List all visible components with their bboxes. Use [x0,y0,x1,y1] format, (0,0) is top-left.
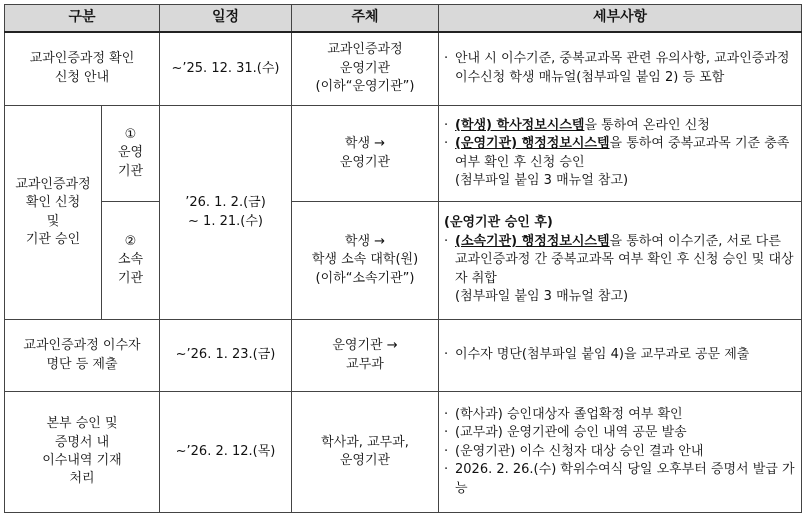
detail-item: · (학사과) 승인대상자 졸업확정 여부 확인 [444,406,683,422]
schedule-cell: ~’25. 12. 31.(수) [160,32,292,106]
detail-item: · 2026. 2. 26.(수) 학위수여식 당일 오후부터 증명서 발급 가능 [444,462,795,496]
step-cell: ① 운영 기관 [102,106,160,202]
detail-item: · 이수자 명단(첨부파일 붙임 4)을 교무과로 공문 제출 [444,347,750,363]
schedule-cell: ~’26. 2. 12.(목) [160,392,292,513]
category-cell: 교과인증과정 확인 신청 및 기관 승인 [5,106,102,320]
schedule-cell: ’26. 1. 2.(금) ~ 1. 21.(수) [160,106,292,320]
details-cell [439,32,802,106]
subject-cell: 학생 → 운영기관 [292,106,439,202]
table-row [5,106,802,202]
schedule-cell: ~’26. 1. 23.(금) [160,320,292,392]
table-row [5,320,802,392]
detail-item: · 안내 시 이수기준, 중복교과목 관련 유의사항, 교과인증과정 이수신청 학생 매뉴얼(첨부파일 붙임 2) 등 포함 [444,51,790,85]
subject-cell: 교과인증과정 운영기관 (이하“운영기관”) [292,32,439,106]
detail-heading: (운영기관 승인 후) [444,215,553,231]
details-cell [439,202,802,320]
detail-item: · (운영기관) 이수 신청자 대상 승인 결과 안내 [444,443,704,459]
detail-item: · (운영기관) 행정정보시스템을 통하여 중복교과목 기준 충족 여부 확인 후 신청 승인 [444,136,790,170]
category-cell: 교과인증과정 확인 신청 안내 [5,32,160,106]
category-cell: 교과인증과정 이수자 명단 등 제출 [5,320,160,392]
subject-cell: 학생 → 학생 소속 대학(원) (이하“소속기관”) [292,202,439,320]
header-category: 구분 [5,5,160,32]
details-cell [439,320,802,392]
schedule-table [4,4,802,513]
header-details: 세부사항 [439,5,802,32]
table-row [5,32,802,106]
subject-cell: 학사과, 교무과, 운영기관 [292,392,439,513]
category-cell: 본부 승인 및 증명서 내 이수내역 기재 처리 [5,392,160,513]
details-cell [439,106,802,202]
detail-item: · (학생) 학사정보시스템을 통하여 온라인 신청 [444,117,710,133]
table-row [5,392,802,513]
detail-item: · (소속기관) 행정정보시스템을 통하여 이수기준, 서로 다른 교과인증과정 간 중복교과목 여부 확인 후 신청 승인 및 대상자 취합 [444,233,794,286]
table-row [5,202,802,320]
detail-note: (첨부파일 붙임 3 매뉴얼 참고) [455,172,629,188]
header-subject: 주체 [292,5,439,32]
step-cell: ② 소속 기관 [102,202,160,320]
header-row [5,5,802,32]
header-schedule: 일정 [160,5,292,32]
subject-cell: 운영기관 → 교무과 [292,320,439,392]
detail-note: (첨부파일 붙임 3 매뉴얼 참고) [455,289,629,305]
details-cell [439,392,802,513]
detail-item: · (교무과) 운영기관에 승인 내역 공문 발송 [444,425,687,441]
